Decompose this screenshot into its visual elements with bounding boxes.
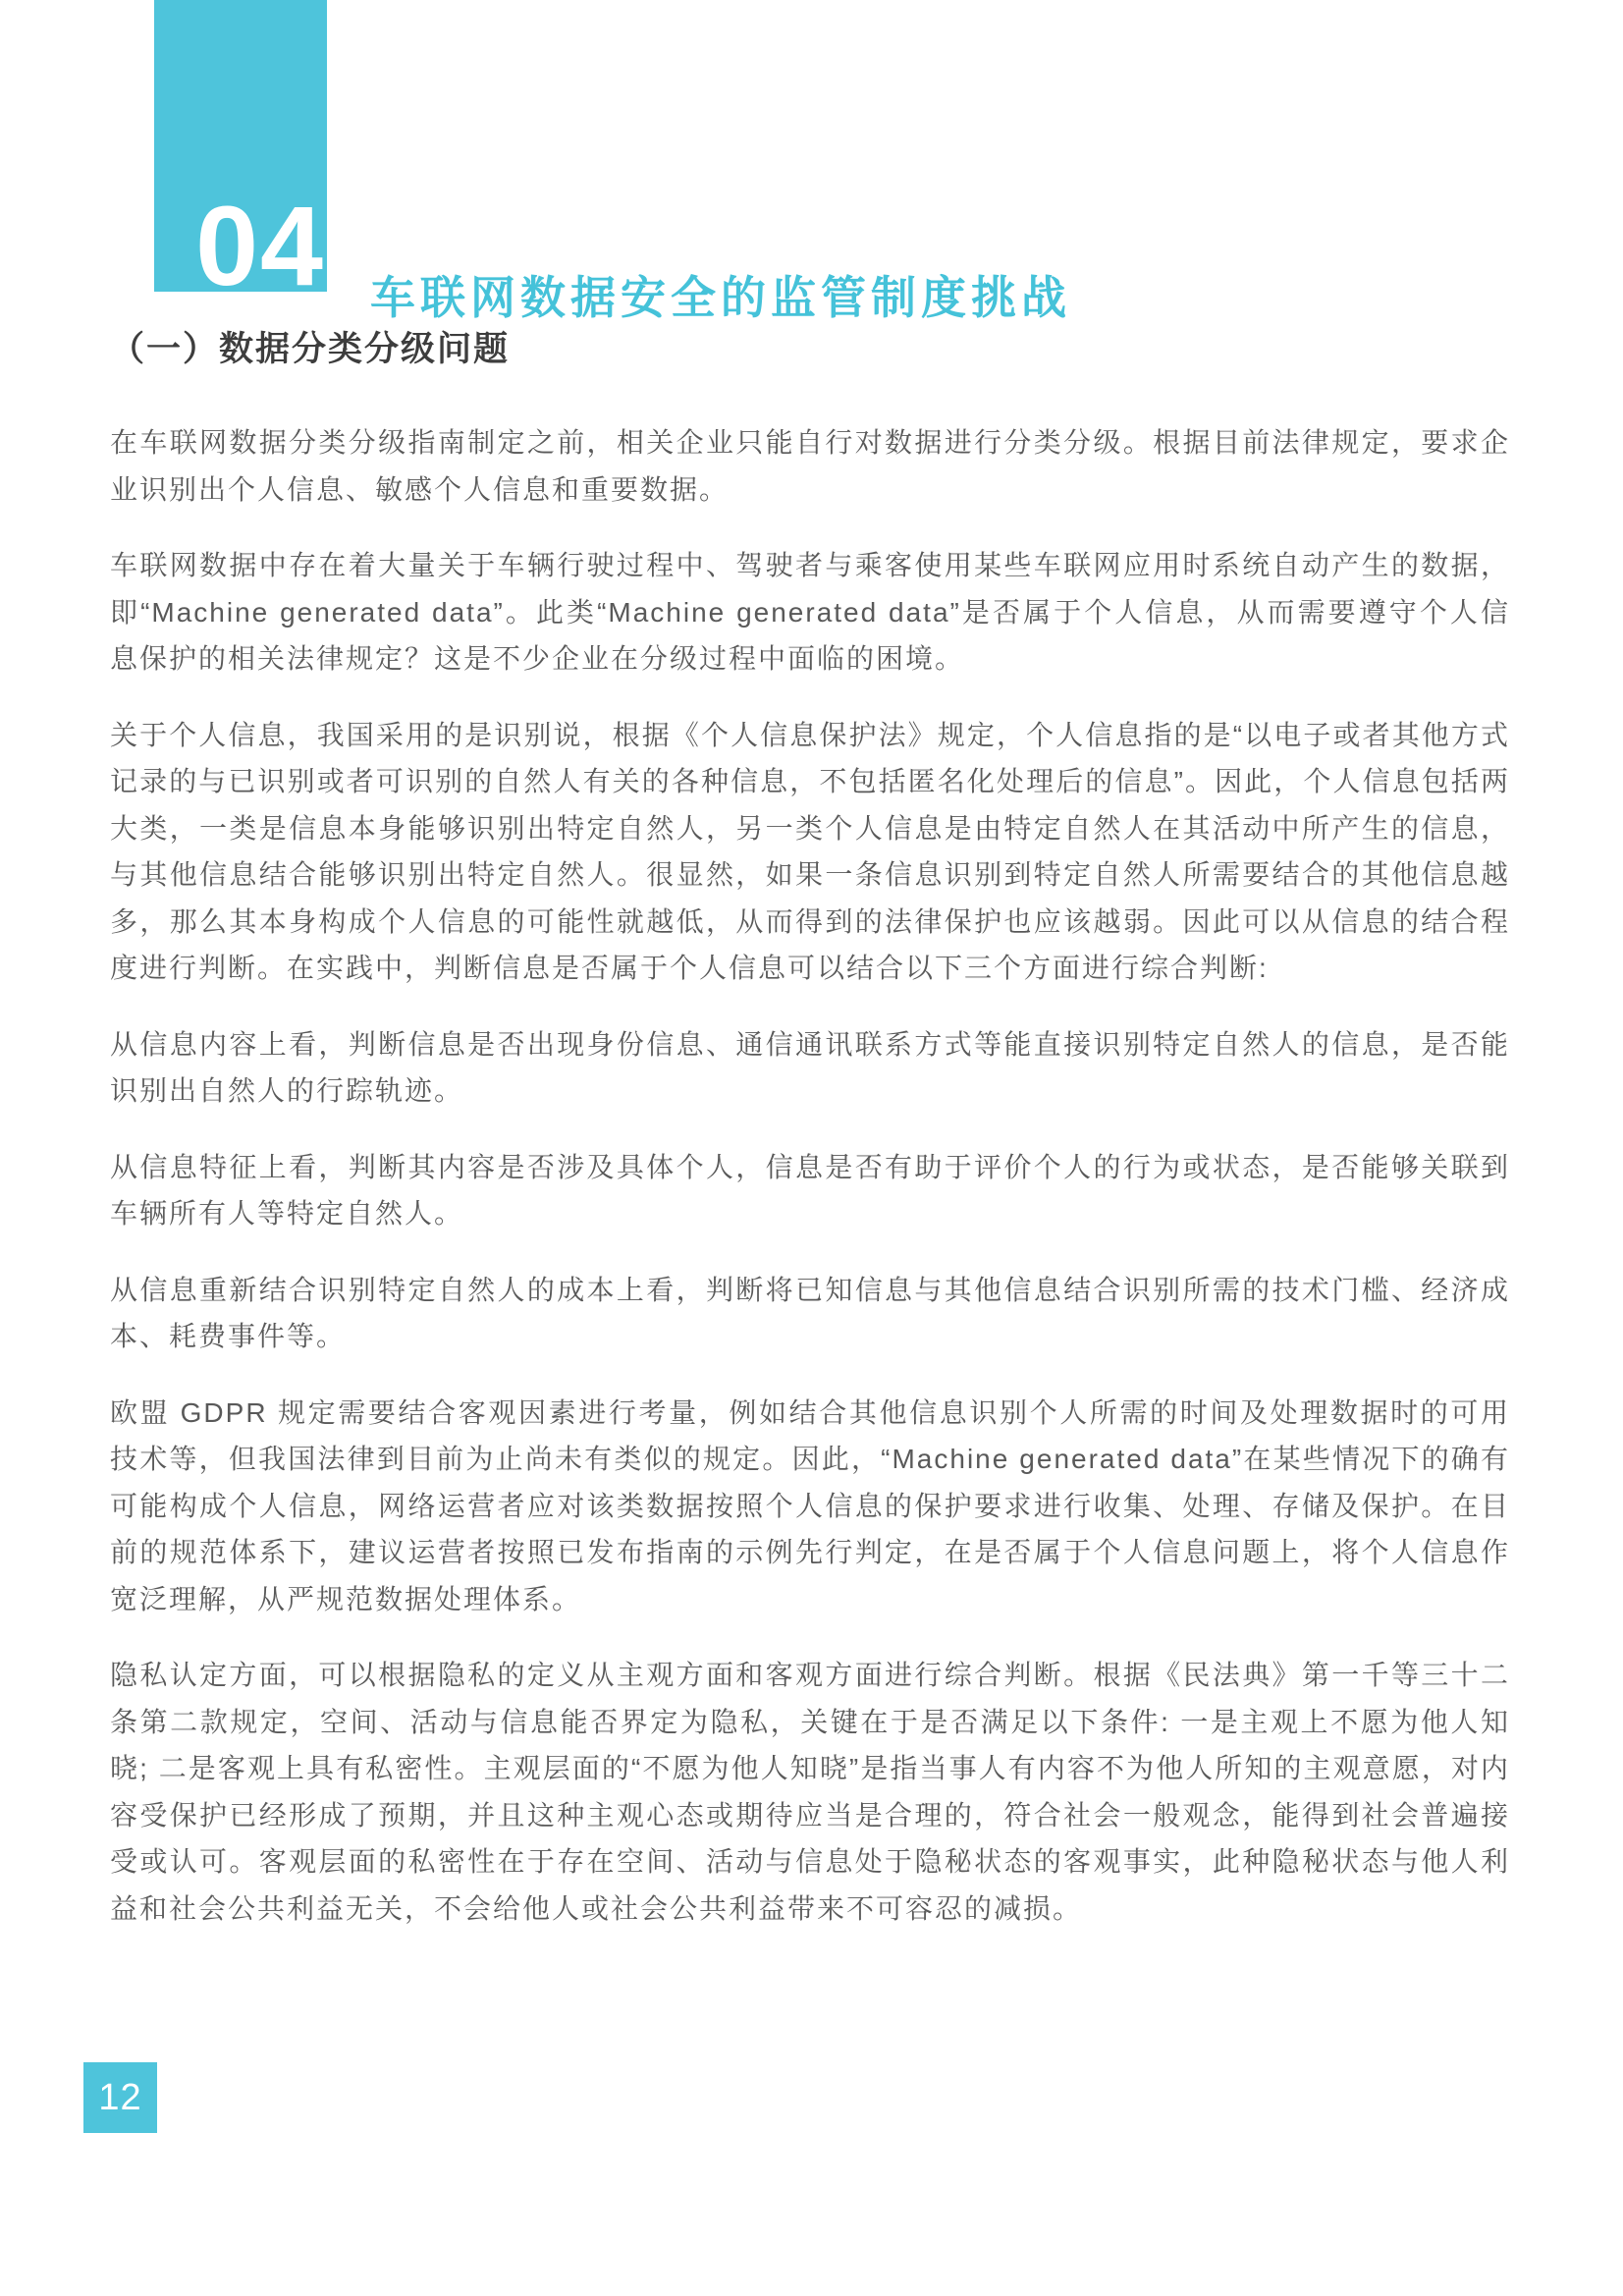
paragraph: 隐私认定方面，可以根据隐私的定义从主观方面和客观方面进行综合判断。根据《民法典》第一千等三十二条第二款规定，空间、活动与信息能否界定为隐私，关键在于是否满足以下条件: 一是主观上不愿为他人知晓; 二是客观上具有私密性。主观层面的“不愿为他人知晓”是指当事人有内容不为他人所知的主观意愿，对内容受保护已经形成了预期，并且这种主观心态或期待应当是合理的，符合社会一般观念，能得到社会普遍接受或认可。客观层面的私密性在于存在空间、活动与信息处于隐秘状态的客观事实，此种隐秘状态与他人利益和社会公共利益无关，不会给他人或社会公共利益带来不可容忍的减损。 [110, 1660, 1510, 1924]
body-paragraphs [110, 419, 1510, 1932]
page-content [110, 331, 1510, 1932]
paragraph: 车联网数据中存在着大量关于车辆行驶过程中、驾驶者与乘客使用某些车联网应用时系统自动产生的数据，即“Machine generated data”。此类“Machine generated data”是否属于个人信息，从而需要遵守个人信息保护的相关法律规定？这是不少企业在分级过程中面临的困境。 [110, 550, 1510, 674]
page-number: 12 [98, 2076, 142, 2118]
chapter-accent-band [154, 0, 327, 309]
page-number-badge [83, 2062, 157, 2133]
chapter-title: 车联网数据安全的监管制度挑战 [370, 271, 1071, 323]
section-heading: （一）数据分类分级问题 [110, 330, 511, 368]
chapter-number: 04 [195, 184, 325, 309]
paragraph: 欧盟 GDPR 规定需要结合客观因素进行考量，例如结合其他信息识别个人所需的时间及处理数据时的可用技术等，但我国法律到目前为止尚未有类似的规定。因此，“Machine generated data”在某些情况下的确有可能构成个人信息，网络运营者应对该类数据按照个人信息的保护要求进行收集、处理、存储及保护。在目前的规范体系下，建议运营者按照已发布指南的示例先行判定，在是否属于个人信息问题上，将个人信息作宽泛理解，从严规范数据处理体系。 [110, 1396, 1510, 1614]
paragraph: 从信息特征上看，判断其内容是否涉及具体个人，信息是否有助于评价个人的行为或状态，是否能够关联到车辆所有人等特定自然人。 [110, 1151, 1510, 1229]
paragraph: 从信息重新结合识别特定自然人的成本上看，判断将已知信息与其他信息结合识别所需的技术门槛、经济成本、耗费事件等。 [110, 1274, 1510, 1351]
paragraph: 在车联网数据分类分级指南制定之前，相关企业只能自行对数据进行分类分级。根据目前法律规定，要求企业识别出个人信息、敏感个人信息和重要数据。 [110, 427, 1510, 505]
paragraph: 从信息内容上看，判断信息是否出现身份信息、通信通讯联系方式等能直接识别特定自然人的信息，是否能识别出自然人的行踪轨迹。 [110, 1028, 1510, 1106]
paragraph: 关于个人信息，我国采用的是识别说，根据《个人信息保护法》规定，个人信息指的是“以电子或者其他方式记录的与已识别或者可识别的自然人有关的各种信息，不包括匿名化处理后的信息”。因此，个人信息包括两大类，一类是信息本身能够识别出特定自然人，另一类个人信息是由特定自然人在其活动中所产生的信息，与其他信息结合能够识别出特定自然人。很显然，如果一条信息识别到特定自然人所需要结合的其他信息越多，那么其本身构成个人信息的可能性就越低，从而得到的法律保护也应该越弱。因此可以从信息的结合程度进行判断。在实践中，判断信息是否属于个人信息可以结合以下三个方面进行综合判断: [110, 719, 1510, 983]
